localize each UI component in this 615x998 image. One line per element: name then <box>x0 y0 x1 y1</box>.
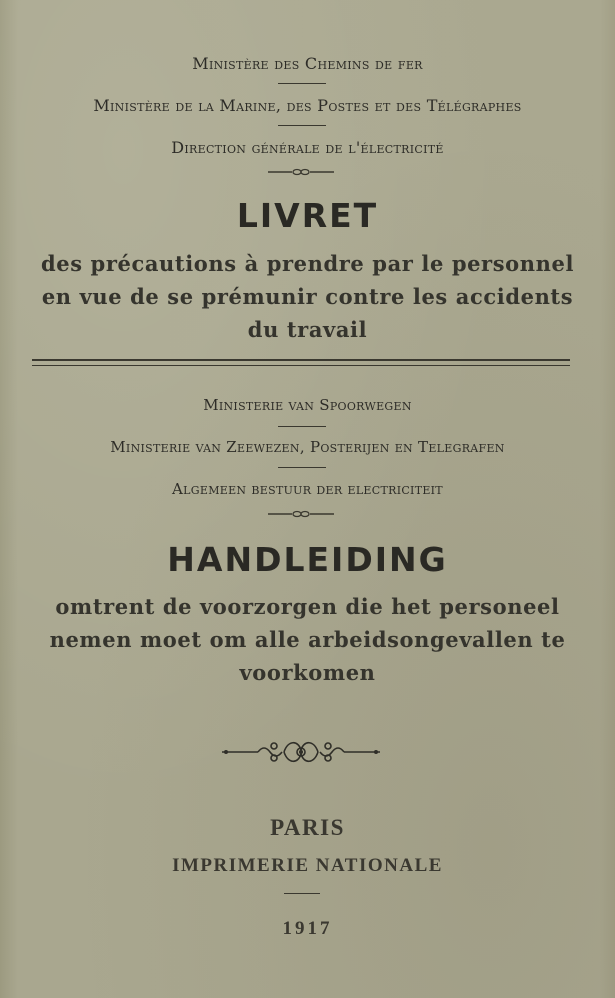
short-rule <box>278 83 326 84</box>
small-ornament-icon <box>266 167 336 177</box>
double-rule-bottom <box>32 365 570 366</box>
short-rule <box>278 125 326 126</box>
nl-direction: Algemeen bestuur der electriciteit <box>172 480 443 498</box>
short-rule <box>278 467 326 468</box>
imprint-printer: IMPRIMERIE NATIONALE <box>172 855 443 876</box>
fleuron-ornament-icon <box>218 734 384 770</box>
nl-title: HANDLEIDING <box>167 540 448 579</box>
nl-subtitle-line-1: omtrent de voorzorgen die het personeel <box>55 594 560 619</box>
small-ornament-icon <box>266 509 336 519</box>
fr-ministry-1: Ministère des Chemins de fer <box>192 54 423 73</box>
fr-title: LIVRET <box>236 196 379 235</box>
short-rule <box>278 426 326 427</box>
imprint-city: PARIS <box>270 815 345 840</box>
fr-subtitle-line-1: des précautions à prendre par le personnel <box>40 251 575 276</box>
nl-subtitle-line-2: nemen moet om alle arbeidsongevallen te <box>49 627 566 652</box>
short-rule <box>284 893 320 894</box>
nl-ministry-2: Ministerie van Zeewezen, Posterijen en Telegrafen <box>110 438 505 456</box>
imprint-year: 1917 <box>282 918 333 939</box>
fr-direction: Direction générale de l'électricité <box>171 138 444 157</box>
fr-ministry-2: Ministère de la Marine, des Postes et des Télégraphes <box>93 96 522 115</box>
fr-subtitle-line-2: en vue de se prémunir contre les accidents <box>41 284 574 309</box>
nl-ministry-1: Ministerie van Spoorwegen <box>203 396 412 414</box>
fr-subtitle-line-3: du travail <box>247 317 368 342</box>
double-rule-top <box>32 359 570 361</box>
nl-subtitle-line-3: voorkomen <box>239 660 376 685</box>
